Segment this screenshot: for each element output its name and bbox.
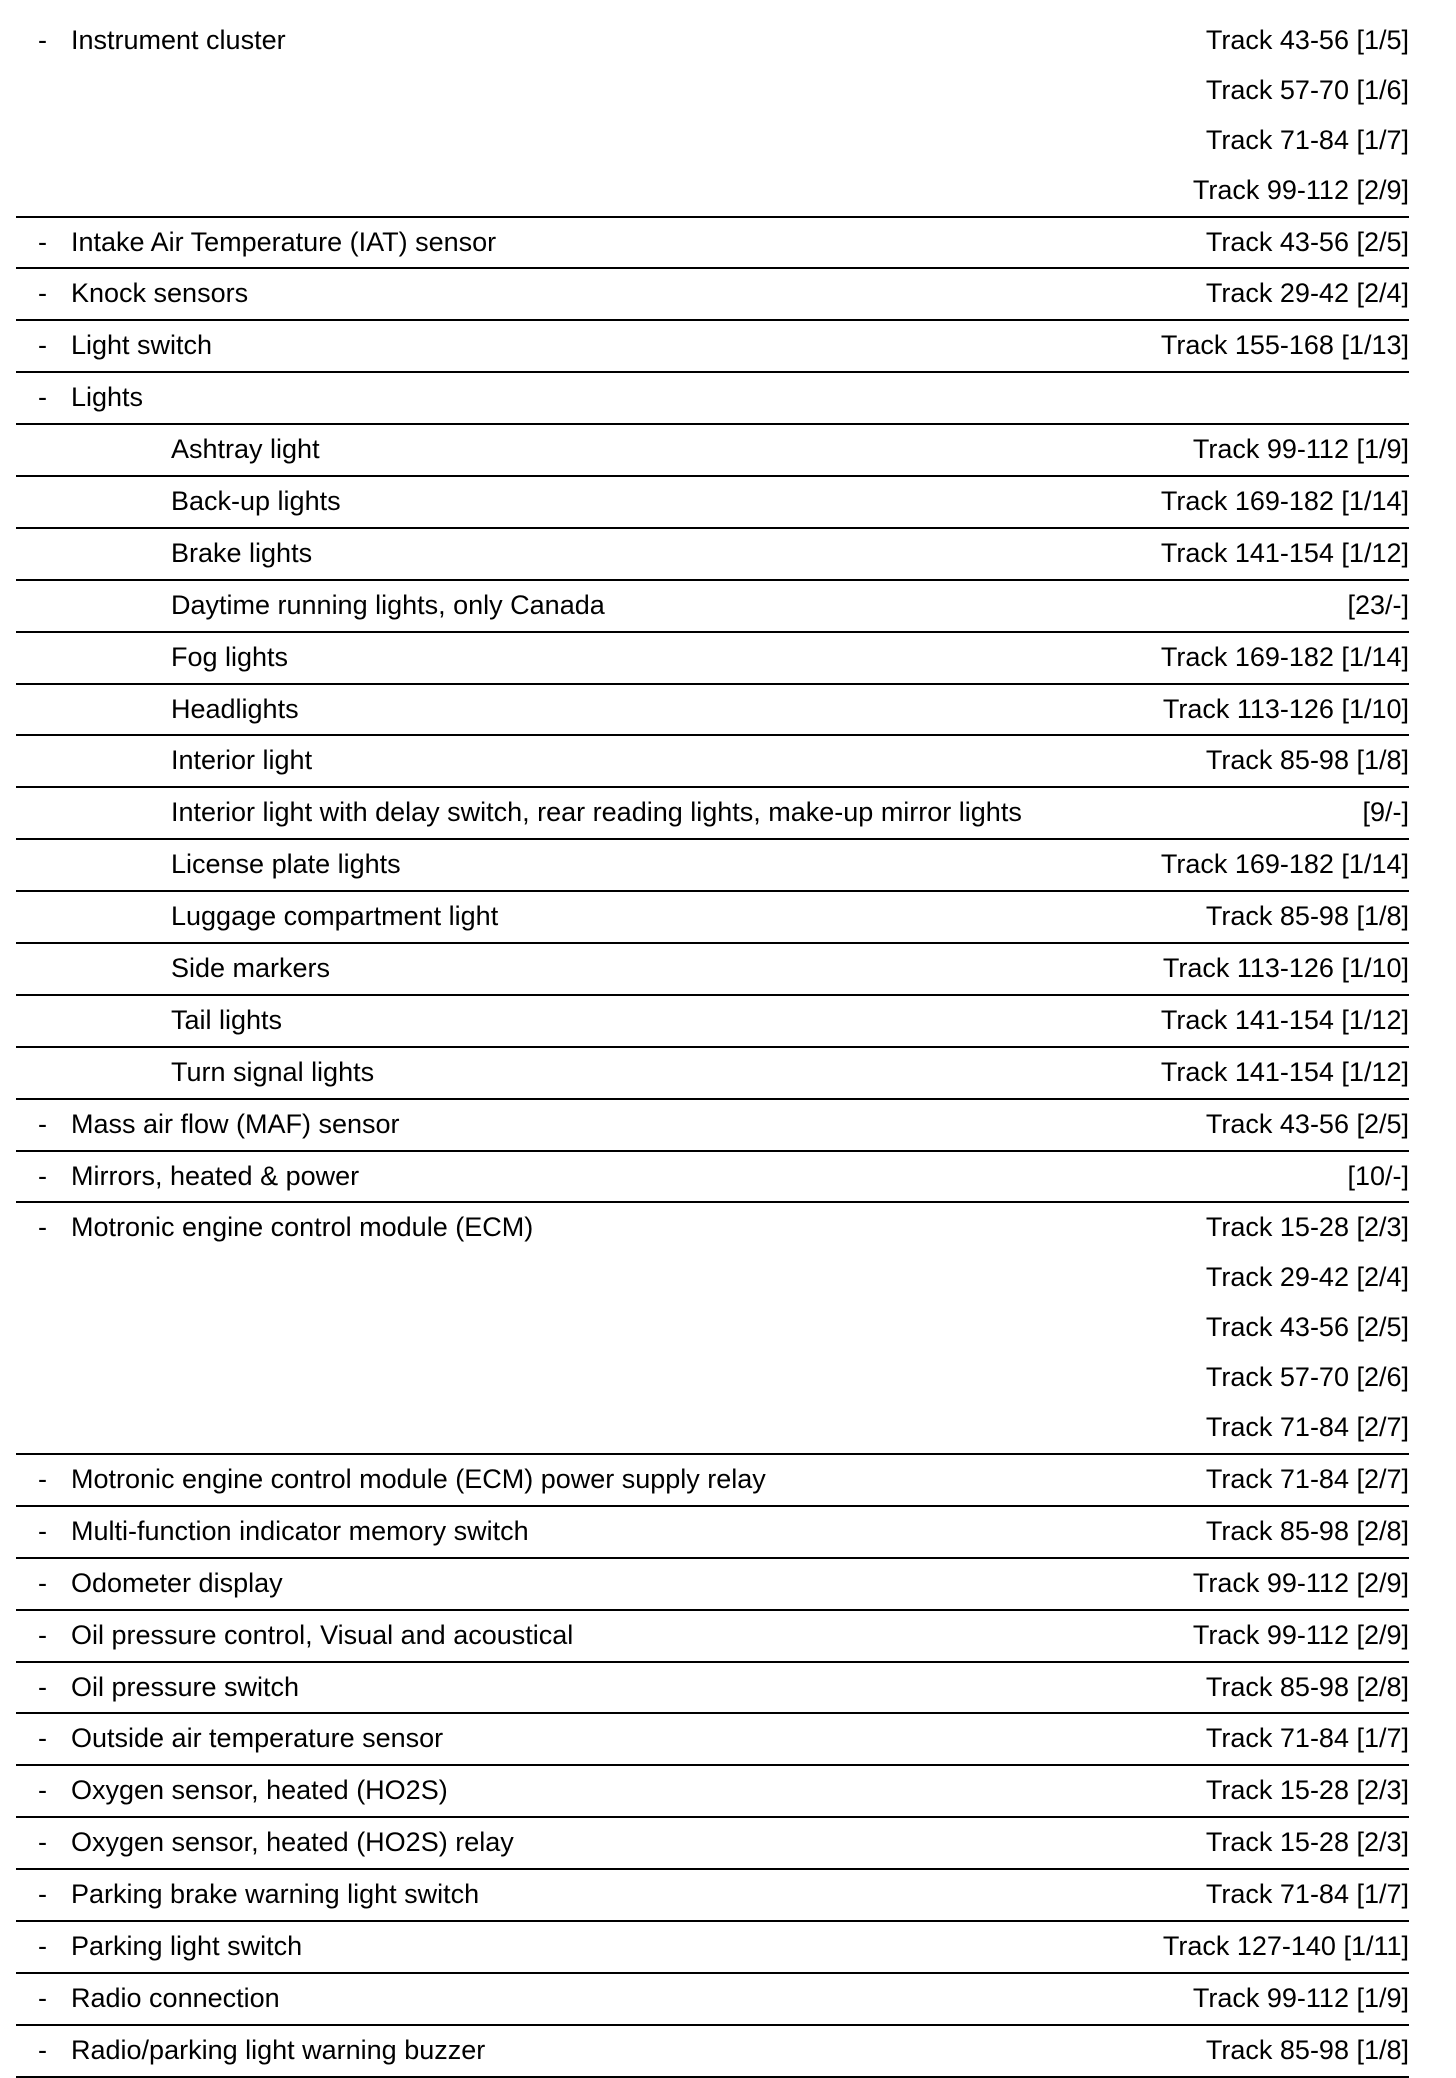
entry-line <box>16 1663 1409 1713</box>
index-entry <box>16 1818 1409 1870</box>
entry-line <box>16 1870 1409 1920</box>
entry-line <box>16 1403 1409 1453</box>
entry-label: Oxygen sensor, heated (HO2S) <box>71 1775 448 1806</box>
bullet-dash: - <box>38 1879 47 1910</box>
entry-line <box>16 1303 1409 1353</box>
track-reference: Track 29-42 [2/4] <box>1205 1262 1409 1293</box>
entry-line <box>16 944 1409 994</box>
bullet-dash: - <box>38 1567 47 1598</box>
track-reference: Track 99-112 [1/9] <box>1192 1982 1409 2013</box>
track-reference: Track 57-70 [1/6] <box>1205 74 1409 105</box>
index-entry <box>16 1663 1409 1715</box>
entry-label: Oil pressure control, Visual and acoustical <box>71 1619 574 1650</box>
track-reference: Track 141-154 [1/12] <box>1160 1004 1409 1035</box>
track-reference: Track 71-84 [2/7] <box>1205 1412 1409 1443</box>
entry-label: Instrument cluster <box>71 25 286 55</box>
track-reference: Track 85-98 [2/8] <box>1205 1671 1409 1702</box>
sub-entry <box>16 944 1409 996</box>
entry-label: Motronic engine control module (ECM) power supply relay <box>71 1463 766 1494</box>
bullet-dash: - <box>38 1775 47 1806</box>
index-entry <box>16 2026 1409 2078</box>
entry-line <box>16 116 1409 166</box>
track-reference: [9/-] <box>1362 797 1409 828</box>
entry-label: Daytime running lights, only Canada <box>171 589 605 620</box>
sub-entry <box>16 788 1409 840</box>
track-reference: Track 85-98 [1/8] <box>1205 901 1409 932</box>
entry-label: Ashtray light <box>171 434 320 465</box>
sub-entry <box>16 685 1409 737</box>
track-reference: Track 155-168 [1/13] <box>1160 330 1409 361</box>
index-entry <box>16 1974 1409 2026</box>
entry-label: Mirrors, heated & power <box>71 1160 360 1191</box>
entry-label: Multi-function indicator memory switch <box>71 1515 529 1546</box>
entry-line <box>16 1611 1409 1661</box>
track-reference: Track 71-84 [2/7] <box>1205 1463 1409 1494</box>
track-reference: Track 71-84 [1/7] <box>1205 1723 1409 1754</box>
index-entry <box>16 1559 1409 1611</box>
entry-label: Interior light with delay switch, rear reading lights, make-up mirror lights <box>171 797 1022 828</box>
entry-label: Radio/parking light warning buzzer <box>71 2034 486 2065</box>
entry-label: Odometer display <box>71 1567 283 1598</box>
bullet-dash: - <box>38 25 47 55</box>
entry-line <box>16 166 1409 216</box>
entry-label: Parking light switch <box>71 1930 303 1961</box>
bullet-dash: - <box>38 382 47 413</box>
bullet-dash: - <box>38 1160 47 1191</box>
entry-line <box>16 1353 1409 1403</box>
entry-label: Headlights <box>171 693 299 724</box>
sub-entry <box>16 996 1409 1048</box>
index-entry <box>16 1455 1409 1507</box>
track-reference: Track 43-56 [2/5] <box>1205 1108 1409 1139</box>
track-reference: Track 71-84 [1/7] <box>1205 124 1409 155</box>
index-entry <box>16 1714 1409 1766</box>
entry-line <box>16 269 1409 319</box>
entry-label: Brake lights <box>171 537 313 568</box>
track-reference: Track 15-28 [2/3] <box>1205 1827 1409 1858</box>
track-reference: Track 85-98 [2/8] <box>1205 1515 1409 1546</box>
index-entry <box>16 321 1409 373</box>
entry-line <box>16 2026 1409 2076</box>
entry-label: Oxygen sensor, heated (HO2S) relay <box>71 1827 514 1858</box>
entry-line <box>16 529 1409 579</box>
bullet-dash: - <box>38 1463 47 1494</box>
bullet-dash: - <box>38 1930 47 1961</box>
sub-entry <box>16 736 1409 788</box>
entry-line <box>16 321 1409 371</box>
track-reference: Track 99-112 [2/9] <box>1192 174 1409 205</box>
track-reference: Track 169-182 [1/14] <box>1160 641 1409 672</box>
bullet-dash: - <box>38 1723 47 1754</box>
entry-line <box>16 1203 1409 1253</box>
bullet-dash: - <box>38 1982 47 2013</box>
index-entry <box>16 1152 1409 1204</box>
sub-entry <box>16 840 1409 892</box>
index-entry <box>16 1870 1409 1922</box>
index-entry <box>16 269 1409 321</box>
entry-line <box>16 1559 1409 1609</box>
entry-label: Tail lights <box>171 1004 283 1035</box>
entry-label: Knock sensors <box>71 278 249 309</box>
entry-line <box>16 1507 1409 1557</box>
track-reference: Track 57-70 [2/6] <box>1205 1362 1409 1393</box>
entry-line <box>16 996 1409 1046</box>
entry-label: Outside air temperature sensor <box>71 1723 444 1754</box>
track-reference: Track 141-154 [1/12] <box>1160 1056 1409 1087</box>
entry-label: Radio connection <box>71 1982 280 2013</box>
bullet-dash: - <box>38 330 47 361</box>
index-entry <box>16 1611 1409 1663</box>
entry-line <box>16 1455 1409 1505</box>
track-reference: Track 29-42 [2/4] <box>1205 278 1409 309</box>
entry-line <box>16 685 1409 735</box>
sub-entry <box>16 892 1409 944</box>
entry-label: Interior light <box>171 745 313 776</box>
entry-line <box>16 1766 1409 1816</box>
entry-line <box>16 218 1409 268</box>
entry-label: License plate lights <box>171 849 401 880</box>
entry-line <box>16 1152 1409 1202</box>
entry-line <box>16 425 1409 475</box>
sub-entry <box>16 581 1409 633</box>
entry-label: Side markers <box>171 953 331 984</box>
track-reference: Track 15-28 [2/3] <box>1205 1212 1409 1243</box>
index-entry <box>16 1203 1409 1454</box>
entry-line <box>16 1100 1409 1150</box>
entry-line <box>16 373 1409 423</box>
track-reference: Track 99-112 [1/9] <box>1192 434 1409 465</box>
entry-line <box>16 736 1409 786</box>
bullet-dash: - <box>38 1108 47 1139</box>
sub-entry <box>16 633 1409 685</box>
entry-label: Oil pressure switch <box>71 1671 300 1702</box>
track-reference: Track 99-112 [2/9] <box>1192 1567 1409 1598</box>
track-reference: Track 99-112 [2/9] <box>1192 1619 1409 1650</box>
track-reference: [10/-] <box>1347 1160 1409 1191</box>
entry-label: Parking brake warning light switch <box>71 1879 480 1910</box>
bullet-dash: - <box>38 1515 47 1546</box>
entry-label: Intake Air Temperature (IAT) sensor <box>71 226 497 257</box>
track-reference: Track 141-154 [1/12] <box>1160 537 1409 568</box>
entry-label: Back-up lights <box>171 486 341 517</box>
entry-line <box>16 66 1409 116</box>
entry-line <box>16 1818 1409 1868</box>
track-reference: Track 85-98 [1/8] <box>1205 745 1409 776</box>
entry-label: Motronic engine control module (ECM) <box>71 1212 534 1243</box>
sub-entry <box>16 1048 1409 1100</box>
track-reference: Track 15-28 [2/3] <box>1205 1775 1409 1806</box>
index-entry <box>16 16 1409 218</box>
track-reference: Track 43-56 [2/5] <box>1205 226 1409 257</box>
entry-label: Luggage compartment light <box>171 901 499 932</box>
bullet-dash: - <box>38 278 47 309</box>
sub-entry <box>16 477 1409 529</box>
entry-line <box>16 1714 1409 1764</box>
entry-label: Light switch <box>71 330 213 361</box>
entry-label: Lights <box>71 382 144 413</box>
track-reference: Track 71-84 [1/7] <box>1205 1879 1409 1910</box>
entry-line <box>16 1048 1409 1098</box>
entry-label: Mass air flow (MAF) sensor <box>71 1108 400 1139</box>
track-reference: Track 127-140 [1/11] <box>1162 1930 1409 1961</box>
entry-line <box>16 892 1409 942</box>
index-entry <box>16 218 1409 270</box>
track-reference: Track 169-182 [1/14] <box>1160 849 1409 880</box>
entry-line <box>16 581 1409 631</box>
index-entry <box>16 373 1409 425</box>
entry-line <box>16 477 1409 527</box>
index-entry <box>16 1766 1409 1818</box>
entry-line <box>16 16 1409 66</box>
index-entry <box>16 1100 1409 1152</box>
bullet-dash: - <box>38 1619 47 1650</box>
sub-entry <box>16 425 1409 477</box>
index-table <box>16 16 1409 2078</box>
entry-line <box>16 633 1409 683</box>
bullet-dash: - <box>38 1827 47 1858</box>
entry-line <box>16 1922 1409 1972</box>
index-entry <box>16 1507 1409 1559</box>
entry-label: Turn signal lights <box>171 1056 375 1087</box>
sub-entry <box>16 529 1409 581</box>
track-reference: Track 169-182 [1/14] <box>1160 486 1409 517</box>
entry-label: Fog lights <box>171 641 289 672</box>
bullet-dash: - <box>38 1671 47 1702</box>
entry-line <box>16 840 1409 890</box>
track-reference: [23/-] <box>1347 589 1409 620</box>
entry-line <box>16 788 1409 838</box>
entry-line <box>16 1253 1409 1303</box>
track-reference: Track 43-56 [2/5] <box>1205 1312 1409 1343</box>
track-reference: Track 113-126 [1/10] <box>1162 693 1409 724</box>
bullet-dash: - <box>38 1212 47 1243</box>
track-reference: Track 43-56 [1/5] <box>1205 25 1409 55</box>
entry-line <box>16 1974 1409 2024</box>
bullet-dash: - <box>38 226 47 257</box>
index-entry <box>16 1922 1409 1974</box>
track-reference: Track 85-98 [1/8] <box>1205 2034 1409 2065</box>
bullet-dash: - <box>38 2034 47 2065</box>
track-reference: Track 113-126 [1/10] <box>1162 953 1409 984</box>
